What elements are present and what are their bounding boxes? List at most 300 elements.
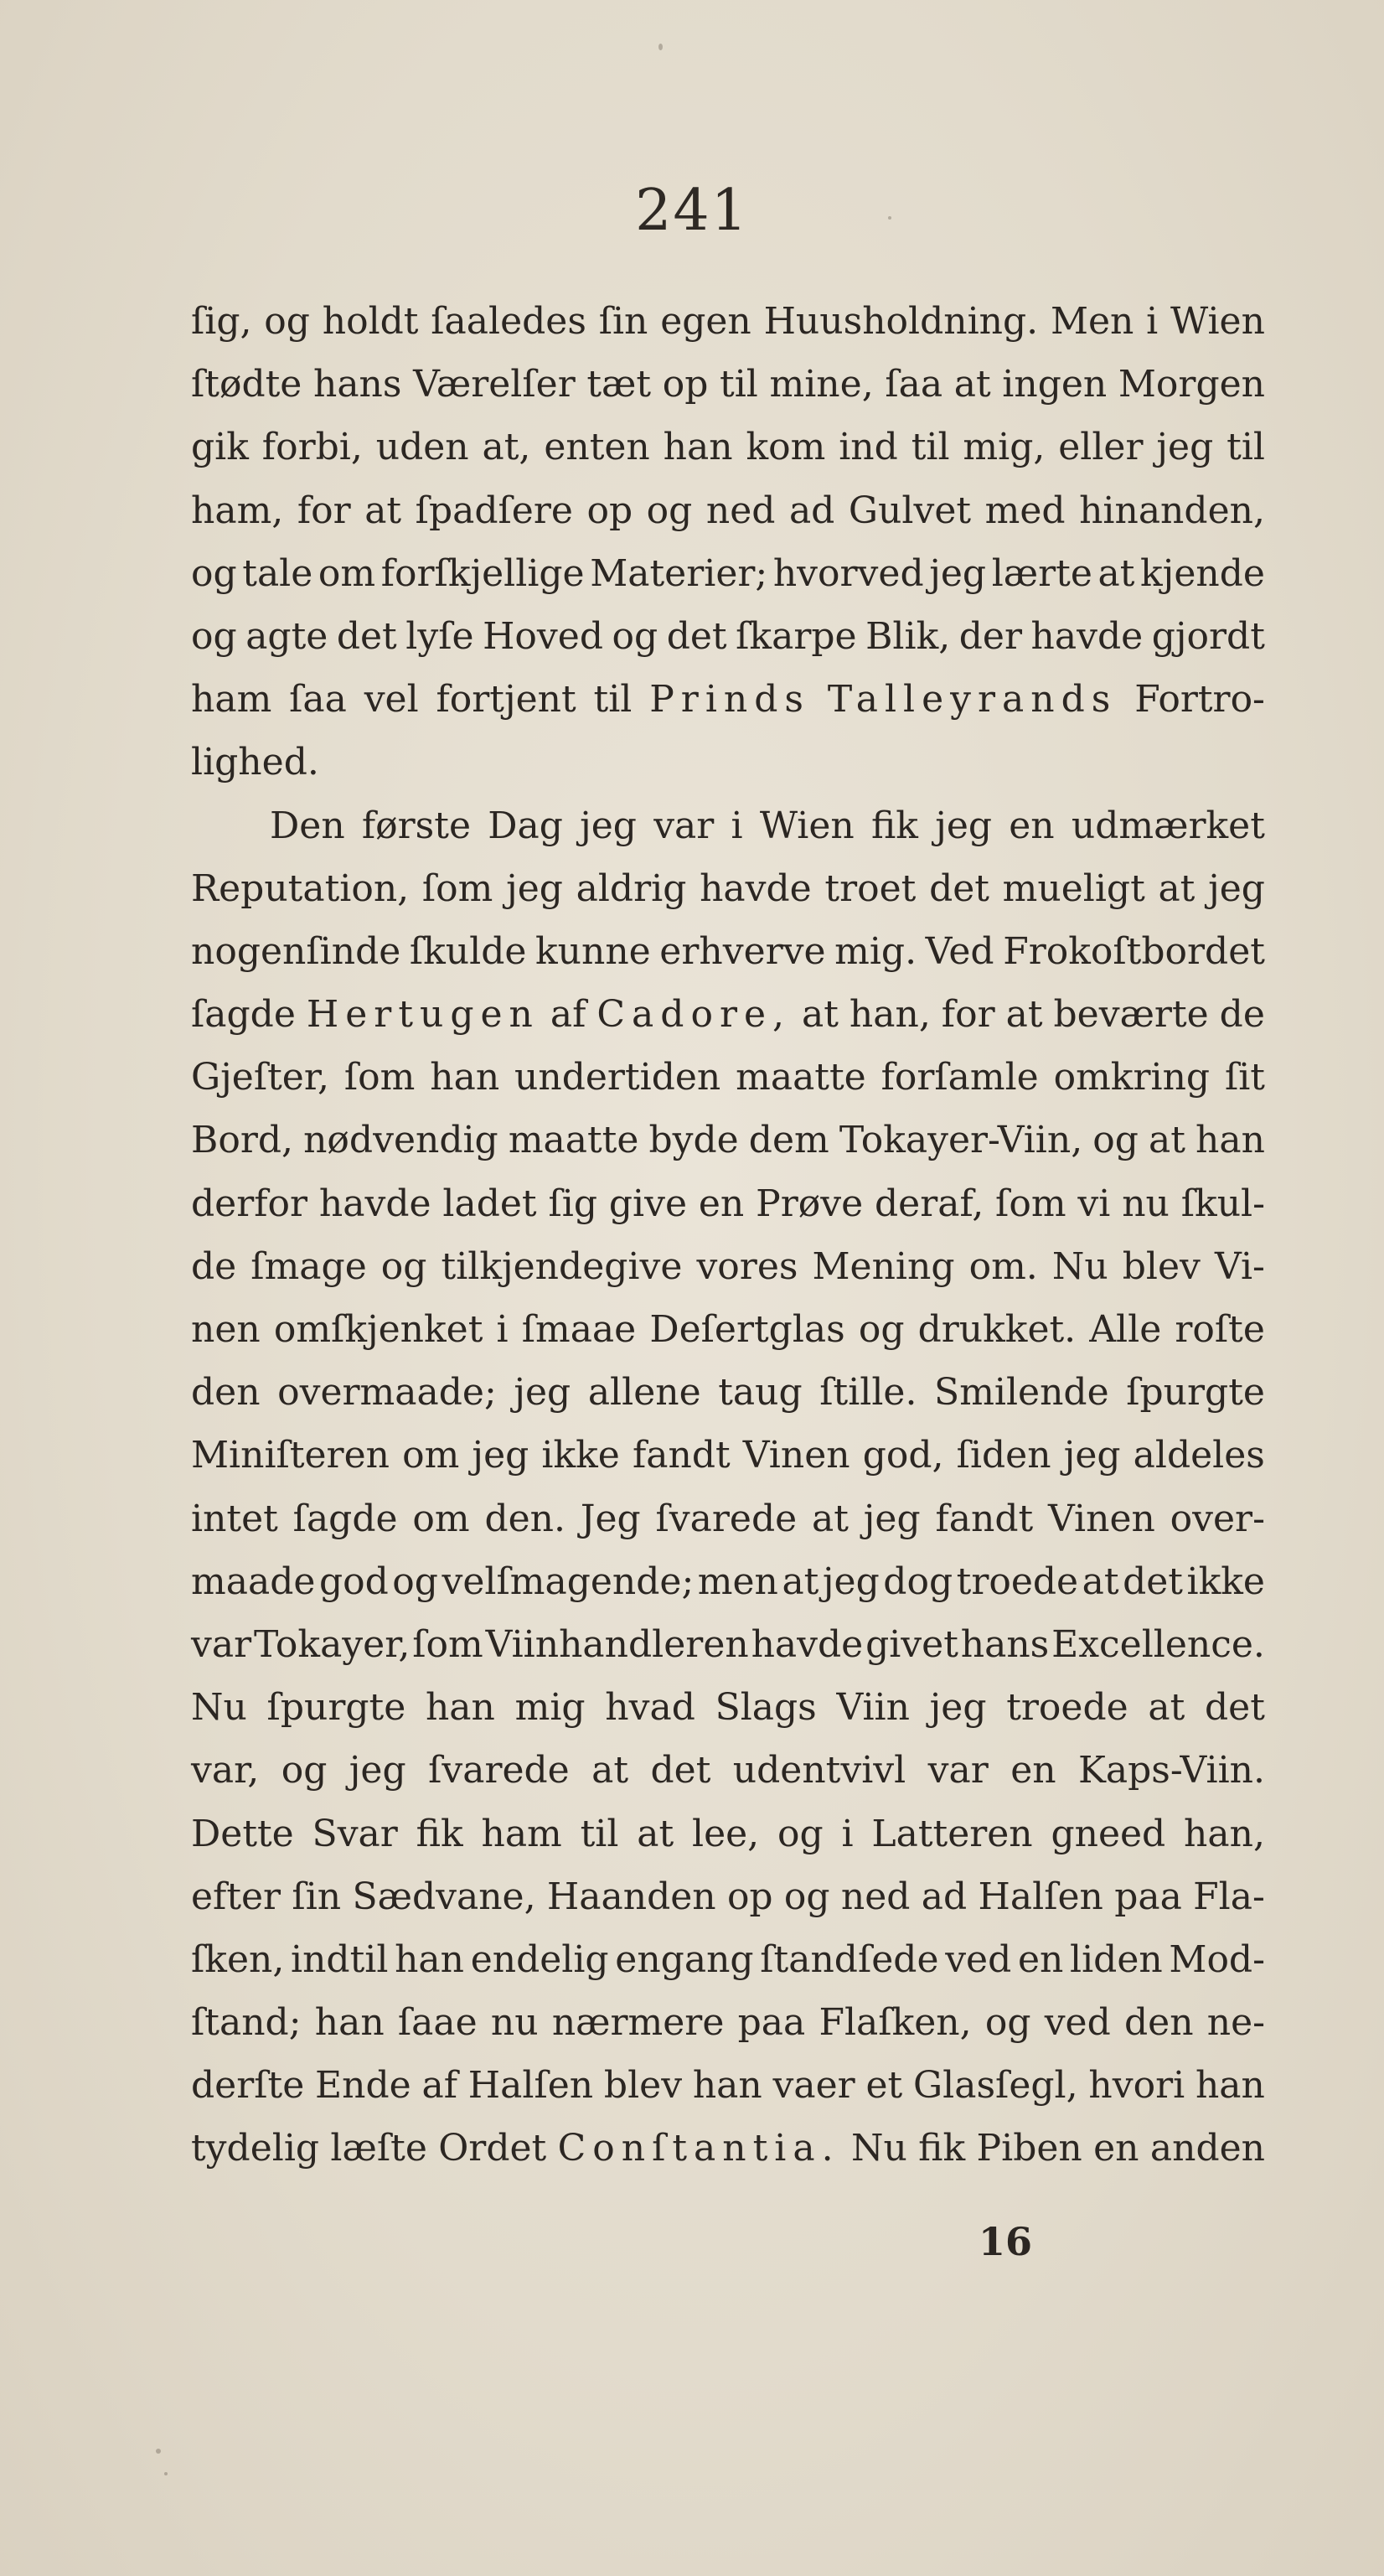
text-line <box>191 1991 1265 2054</box>
word: den. <box>484 1497 565 1540</box>
word: derfor <box>191 1182 308 1225</box>
word: nødvendig <box>303 1119 498 1162</box>
word: ind <box>839 426 898 469</box>
word: Kaps-Viin. <box>1078 1749 1265 1792</box>
word: hans <box>960 1622 1050 1666</box>
word: havde <box>1030 614 1144 658</box>
word: Viinhandleren <box>485 1622 749 1666</box>
word: i <box>731 804 743 847</box>
word: om. <box>968 1244 1038 1288</box>
word: troede <box>1006 1686 1128 1730</box>
text-line <box>191 1235 1265 1298</box>
text-line <box>191 1487 1265 1550</box>
word: Smilende <box>934 1371 1109 1415</box>
word: Excellence. <box>1051 1622 1265 1666</box>
word: at <box>953 363 991 406</box>
word: at <box>637 1812 674 1855</box>
word: ſkul- <box>1180 1182 1265 1225</box>
word: ſpurgte <box>266 1686 406 1730</box>
word: og <box>777 1812 824 1855</box>
word: god <box>318 1560 389 1603</box>
word: anden <box>1149 2127 1265 2170</box>
paper-speck <box>658 44 663 50</box>
word: ſin <box>292 1875 342 1918</box>
word: allene <box>587 1371 701 1415</box>
word: ſig, <box>191 300 252 343</box>
word: ſin <box>598 300 648 343</box>
word: jeg <box>929 551 987 595</box>
word: ſom <box>343 1056 416 1099</box>
word: nærmere <box>551 2001 725 2045</box>
word: og <box>191 614 237 658</box>
word: op <box>586 489 633 532</box>
word: mig, <box>963 426 1046 469</box>
word: jeg <box>822 1560 880 1603</box>
word: omkring <box>1053 1056 1211 1099</box>
word: ſom <box>412 1622 483 1666</box>
word: ſig <box>548 1182 597 1225</box>
word: Morgen <box>1118 363 1265 406</box>
text-line <box>191 794 1265 857</box>
word: engang <box>615 1937 754 1981</box>
word: jeg <box>1063 1434 1121 1477</box>
word: hvorved <box>772 551 924 595</box>
word: han, <box>1184 1812 1265 1855</box>
word: Dag <box>488 804 563 847</box>
word: op <box>662 363 709 406</box>
word: Den <box>270 804 345 847</box>
word: velſmagende; <box>442 1560 695 1603</box>
text-line <box>191 920 1265 983</box>
word: Bord, <box>191 1119 294 1162</box>
text-line <box>191 1613 1265 1676</box>
word: mig <box>514 1686 586 1730</box>
word: en <box>1010 1749 1056 1792</box>
word: hinanden, <box>1079 489 1265 532</box>
word: ham <box>481 1812 562 1855</box>
word: var, <box>191 1749 260 1792</box>
word: taug <box>718 1371 803 1415</box>
word: kunne <box>535 929 651 973</box>
paper-speck <box>156 2449 161 2454</box>
word: Jeg <box>580 1497 641 1540</box>
word: paa <box>737 2001 806 2045</box>
word: lee, <box>692 1812 760 1855</box>
word: nogenſinde <box>191 929 401 973</box>
word: uden <box>375 426 469 469</box>
word: Ordet <box>438 2127 547 2170</box>
word: for <box>941 993 995 1037</box>
word: at <box>1158 866 1196 910</box>
word: at <box>782 1560 819 1603</box>
word: nen <box>191 1308 261 1351</box>
word: og <box>191 551 237 595</box>
word: udentvivl <box>732 1749 906 1792</box>
word: Blik, <box>865 614 951 658</box>
word: nu <box>490 2001 539 2045</box>
word: at <box>364 489 402 532</box>
word: maade <box>191 1560 316 1603</box>
word: Vi- <box>1214 1244 1265 1288</box>
word: aldrig <box>576 866 687 910</box>
word: han <box>314 2001 385 2045</box>
word: jeg <box>929 1686 987 1730</box>
word: egen <box>660 300 751 343</box>
word: var <box>653 804 715 847</box>
word: tydelig <box>191 2127 320 2170</box>
word: fortjent <box>436 678 576 722</box>
word: at <box>1148 1686 1185 1730</box>
word: læſte <box>330 2127 427 2170</box>
word: Hoved <box>483 614 603 658</box>
word: ſken, <box>191 1937 285 1981</box>
word: forſkjellige <box>380 551 585 595</box>
text-line <box>191 1109 1265 1172</box>
word: god, <box>862 1434 944 1477</box>
word: Conſtantia. <box>557 2127 840 2170</box>
word: Ende <box>315 2064 411 2108</box>
body-text <box>191 290 1265 2180</box>
word: aldeles <box>1133 1434 1265 1477</box>
word: at, <box>482 426 531 469</box>
word: ſagde <box>191 993 296 1037</box>
word: at <box>1149 1119 1185 1162</box>
word: ſiden <box>956 1434 1051 1477</box>
word: han <box>692 2064 762 2108</box>
text-line <box>191 1550 1265 1613</box>
word: det <box>336 614 397 658</box>
word: ham, <box>191 489 284 532</box>
word: ſaa <box>885 363 943 406</box>
word: at <box>591 1749 629 1792</box>
word: Nu <box>850 2127 907 2170</box>
text-line <box>191 1739 1265 1802</box>
word: og <box>783 1875 830 1918</box>
word: ſaa <box>289 678 347 722</box>
word: ſit <box>1224 1056 1265 1099</box>
word: Halſen <box>978 1875 1103 1918</box>
word: Flaſken, <box>819 2001 972 2045</box>
word: det <box>650 1749 711 1792</box>
word: Prøve <box>756 1182 864 1225</box>
word: havde <box>700 866 812 910</box>
text-line <box>191 479 1265 542</box>
word: fandt <box>935 1497 1034 1540</box>
word: i <box>496 1308 509 1351</box>
word: Vinen <box>1048 1497 1155 1540</box>
word: ſaaledes <box>431 300 586 343</box>
word: for <box>297 489 351 532</box>
word: ſagde <box>292 1497 398 1540</box>
word: han <box>1196 1119 1265 1162</box>
word: givet <box>865 1622 958 1666</box>
word: men <box>697 1560 778 1603</box>
word: Wien <box>1170 300 1265 343</box>
word: ad <box>921 1875 968 1918</box>
word: jeg <box>863 1497 921 1540</box>
word: den <box>1123 2001 1194 2045</box>
text-line <box>191 2117 1265 2180</box>
word: Gulvet <box>848 489 972 532</box>
word: en <box>1093 2127 1139 2170</box>
word: jeg <box>514 1371 571 1415</box>
word: Hertugen <box>306 993 540 1037</box>
word: om <box>318 551 376 595</box>
text-line <box>191 857 1265 920</box>
word: ned <box>705 489 776 532</box>
word: Materier; <box>590 551 768 595</box>
word: ingen <box>1002 363 1108 406</box>
word: og <box>380 1244 427 1288</box>
word: fik <box>416 1812 463 1855</box>
text-line <box>191 2054 1265 2117</box>
word: Værelſer <box>413 363 576 406</box>
word: roſte <box>1175 1308 1265 1351</box>
word: troet <box>824 866 917 910</box>
word: Vinen <box>742 1434 850 1477</box>
word: gjordt <box>1151 614 1265 658</box>
word: endelig <box>470 1937 609 1981</box>
word: liden <box>1070 1937 1163 1981</box>
text-line <box>191 731 1265 794</box>
word: ned <box>840 1875 911 1918</box>
word: kom <box>746 426 826 469</box>
text-line <box>191 1865 1265 1928</box>
word: Nu <box>1051 1244 1108 1288</box>
word: vaer <box>772 2064 855 2108</box>
word: om <box>402 1434 460 1477</box>
word: tale <box>242 551 313 595</box>
word: første <box>361 804 471 847</box>
word: drukket. <box>917 1308 1077 1351</box>
word: forbi, <box>261 426 363 469</box>
word: ham <box>191 678 272 722</box>
word: derſte <box>191 2064 305 2108</box>
word: Tokayer, <box>253 1622 411 1666</box>
word: havde <box>751 1622 864 1666</box>
word: ſtandſede <box>760 1937 939 1981</box>
text-line <box>191 1803 1265 1865</box>
word: ſom <box>995 1182 1066 1225</box>
word: en <box>698 1182 745 1225</box>
word: Sædvane, <box>352 1875 536 1918</box>
word: Mening <box>812 1244 955 1288</box>
word: ſkarpe <box>736 614 857 658</box>
word: nu <box>1122 1182 1170 1225</box>
word: ladet <box>442 1182 537 1225</box>
word: Deſertglas <box>649 1308 845 1351</box>
word: Wien <box>759 804 855 847</box>
word: overmaade; <box>277 1371 497 1415</box>
word: det <box>929 866 989 910</box>
word: vel <box>364 678 419 722</box>
word: undertiden <box>514 1056 721 1099</box>
word: han <box>395 1937 465 1981</box>
word: deraf, <box>875 1182 984 1225</box>
word: Piben <box>976 2127 1082 2170</box>
word: han <box>663 426 733 469</box>
word: om <box>412 1497 470 1540</box>
word: var <box>191 1622 252 1666</box>
word: holdt <box>322 300 419 343</box>
word: enten <box>544 426 650 469</box>
word: blev <box>603 2064 683 2108</box>
word: det <box>666 614 727 658</box>
word: jeg <box>580 804 637 847</box>
word: Miniſteren <box>191 1434 390 1477</box>
word: gik <box>191 426 249 469</box>
word: tilkjendegive <box>441 1244 683 1288</box>
word: var <box>927 1749 989 1792</box>
word: blev <box>1122 1244 1201 1288</box>
word: beværte <box>1053 993 1209 1037</box>
word: og <box>264 300 310 343</box>
word: og <box>612 614 658 658</box>
word: ſvarede <box>655 1497 798 1540</box>
text-line <box>191 1928 1265 1991</box>
signature-mark: 16 <box>979 2219 1033 2264</box>
word: Dette <box>191 1812 294 1855</box>
word: op <box>726 1875 773 1918</box>
word: mueligt <box>1002 866 1145 910</box>
word: en <box>1017 1937 1064 1981</box>
word: jeg <box>349 1749 406 1792</box>
word: Halſen <box>467 2064 594 2108</box>
word: ved <box>945 1937 1012 1981</box>
word: Viin <box>836 1686 910 1730</box>
word: han, <box>849 993 931 1037</box>
word: Ved <box>925 929 994 973</box>
word: han <box>425 1686 495 1730</box>
word: mig. <box>834 929 917 973</box>
word: og <box>1092 1119 1139 1162</box>
word: Tokayer-Viin, <box>839 1119 1083 1162</box>
word: omſkjenket <box>273 1308 483 1351</box>
word: og <box>858 1308 905 1351</box>
text-line <box>191 983 1265 1046</box>
text-line <box>191 1046 1265 1109</box>
word: gneed <box>1051 1812 1166 1855</box>
paper-speck <box>888 216 891 220</box>
word: til <box>911 426 950 469</box>
word: kjende <box>1140 551 1265 595</box>
word: jeg <box>1156 426 1214 469</box>
text-line <box>191 1172 1265 1235</box>
word: over- <box>1170 1497 1265 1540</box>
word: Cadore, <box>596 993 792 1037</box>
text-line <box>191 542 1265 605</box>
word: at <box>1005 993 1043 1037</box>
word: lyſe <box>405 614 474 658</box>
word: mine, <box>769 363 874 406</box>
word: jeg <box>472 1434 529 1477</box>
word: Nu <box>191 1686 247 1730</box>
word: jeg <box>1208 866 1265 910</box>
word: en <box>1009 804 1055 847</box>
word: han <box>1195 2064 1265 2108</box>
word: udmærket <box>1071 804 1265 847</box>
word: ſmage <box>250 1244 367 1288</box>
word: til <box>580 1812 619 1855</box>
word: jeg <box>935 804 993 847</box>
word: det <box>1123 1560 1183 1603</box>
word: Reputation, <box>191 866 410 910</box>
text-line <box>191 1361 1265 1424</box>
word: jeg <box>506 866 563 910</box>
word: agte <box>245 614 328 658</box>
word: fandt <box>632 1434 731 1477</box>
word: at <box>802 993 839 1037</box>
word: efter <box>191 1875 281 1918</box>
word: hans <box>312 363 402 406</box>
word: eller <box>1058 426 1144 469</box>
text-line <box>191 1676 1265 1739</box>
word: Fla- <box>1193 1875 1265 1918</box>
word: dog <box>883 1560 953 1603</box>
word: fik <box>870 804 918 847</box>
word: hvad <box>605 1686 695 1730</box>
word: vi <box>1077 1182 1111 1225</box>
word: der <box>958 614 1023 658</box>
word: i <box>1146 300 1159 343</box>
text-line <box>191 353 1265 416</box>
word: Gjeſter, <box>191 1056 330 1099</box>
word: ſpadſere <box>415 489 573 532</box>
word: Huusholdning. <box>763 300 1039 343</box>
word: af <box>550 993 586 1037</box>
text-line <box>191 290 1265 353</box>
word: ved <box>1044 2001 1111 2045</box>
word: ne- <box>1206 2001 1265 2045</box>
word: Talleyrands <box>827 678 1118 722</box>
page-number: 241 <box>635 178 749 244</box>
word: han <box>430 1056 500 1099</box>
word: at <box>812 1497 849 1540</box>
word: den <box>191 1371 261 1415</box>
word: til <box>720 363 758 406</box>
word: ſom <box>421 866 493 910</box>
word: give <box>608 1182 687 1225</box>
word: tæt <box>586 363 652 406</box>
word: Mod- <box>1169 1937 1265 1981</box>
word: Glasſegl, <box>913 2064 1078 2108</box>
word: af <box>421 2064 458 2108</box>
word: lærte <box>991 551 1092 595</box>
word: de <box>191 1244 237 1288</box>
word: hvori <box>1088 2064 1185 2108</box>
word: et <box>865 2064 903 2108</box>
word: ikke <box>1186 1560 1265 1603</box>
word: Slags <box>715 1686 817 1730</box>
word: Alle <box>1089 1308 1162 1351</box>
text-line <box>191 605 1265 668</box>
word: forſamle <box>880 1056 1039 1099</box>
word: ſtand; <box>191 2001 302 2045</box>
word: maatte <box>508 1119 639 1162</box>
word: intet <box>191 1497 278 1540</box>
text-line <box>191 416 1265 478</box>
word: Frokoſtbordet <box>1003 929 1265 973</box>
word: ſpurgte <box>1126 1371 1265 1415</box>
text-line <box>191 1298 1265 1361</box>
word: paa <box>1114 1875 1182 1918</box>
word: til <box>593 678 633 722</box>
word: Latteren <box>871 1812 1033 1855</box>
word: med <box>984 489 1066 532</box>
word: Men <box>1050 300 1134 343</box>
word: Prinds <box>649 678 810 722</box>
paper-speck <box>164 2472 168 2475</box>
